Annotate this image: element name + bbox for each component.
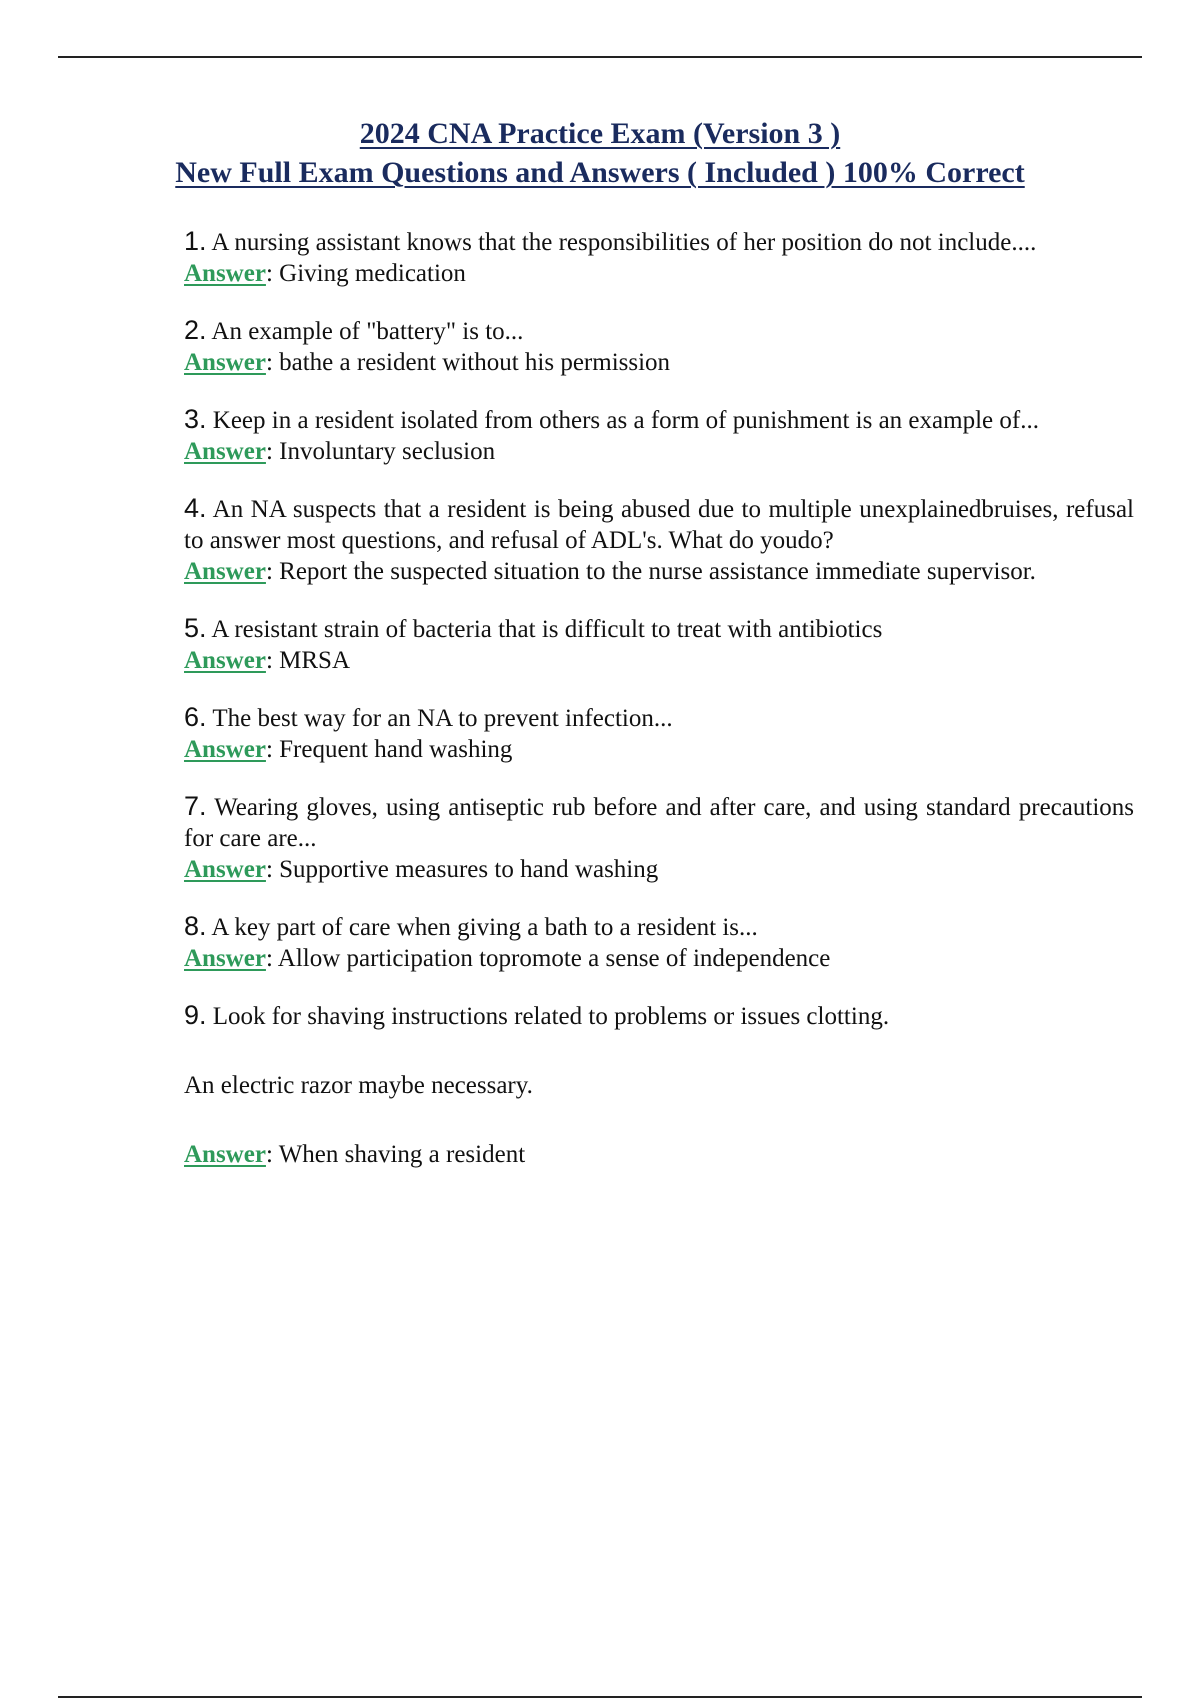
- question-number: 5.: [184, 613, 207, 643]
- question-body: An example of "battery" is to...: [211, 318, 524, 345]
- answer-label: Answer: [184, 856, 266, 883]
- question-item: [184, 315, 1134, 378]
- answer-text: bathe a resident without his permission: [279, 349, 671, 376]
- question-item: [184, 226, 1134, 289]
- question-number: 4.: [184, 493, 207, 523]
- question-body: Keep in a resident isolated from others as a form of punishment is an example of...: [212, 407, 1039, 434]
- question-body: Wearing gloves, using antiseptic rub before and after care, and using standard precautions for care are...: [184, 794, 1134, 852]
- question-number: 1.: [184, 226, 207, 256]
- answer-line: Answer: Involuntary seclusion: [184, 438, 496, 465]
- question-item: [184, 1000, 1134, 1170]
- answer-text: Allow participation topromote a sense of independence: [277, 945, 831, 972]
- answer-line: Answer: Supportive measures to hand washing: [184, 856, 659, 883]
- answer-line: Answer: Frequent hand washing: [184, 736, 513, 763]
- question-text: [184, 911, 1134, 943]
- answer-label: Answer: [184, 1141, 266, 1168]
- document-title: [0, 114, 1200, 192]
- question-number: 8.: [184, 911, 207, 941]
- answer-line: Answer: Giving medication: [184, 260, 466, 287]
- question-item: [184, 404, 1134, 467]
- question-list: [184, 226, 1134, 1196]
- question-item: [184, 493, 1134, 587]
- question-number: 6.: [184, 702, 207, 732]
- question-number: 3.: [184, 404, 207, 434]
- answer-line: Answer: When shaving a resident: [184, 1141, 526, 1168]
- answer-label: Answer: [184, 260, 266, 287]
- answer-text: Involuntary seclusion: [279, 438, 496, 465]
- answer-label: Answer: [184, 945, 266, 972]
- question-item: [184, 791, 1134, 885]
- question-text: [184, 315, 1134, 347]
- question-text: [184, 1000, 1134, 1032]
- question-body: An NA suspects that a resident is being abused due to multiple unexplainedbruises, refusal to answer most questions, and refusal of ADL's. What do youdo?: [184, 496, 1135, 554]
- answer-text: When shaving a resident: [278, 1141, 526, 1168]
- answer-text: MRSA: [279, 647, 351, 674]
- question-text: [184, 226, 1134, 258]
- bottom-rule: [58, 1696, 1142, 1698]
- question-text: [184, 493, 1134, 556]
- question-item: [184, 702, 1134, 765]
- answer-text: Report the suspected situation to the nurse assistance immediate supervisor.: [279, 558, 1036, 585]
- question-body: A key part of care when giving a bath to a resident is...: [211, 914, 758, 941]
- question-body: The best way for an NA to prevent infection...: [212, 705, 673, 732]
- question-number: 9.: [184, 1000, 207, 1030]
- answer-text: Frequent hand washing: [279, 736, 513, 763]
- answer-label: Answer: [184, 349, 266, 376]
- answer-label: Answer: [184, 438, 266, 465]
- answer-label: Answer: [184, 736, 266, 763]
- answer-line: Answer: MRSA: [184, 647, 351, 674]
- title-line-1: 2024 CNA Practice Exam (Version 3 ): [359, 117, 841, 150]
- question-text: [184, 404, 1134, 436]
- question-text: [184, 791, 1134, 854]
- answer-label: Answer: [184, 647, 266, 674]
- question-note: An electric razor maybe necessary.: [184, 1072, 533, 1099]
- question-text: [184, 613, 1134, 645]
- question-body: A resistant strain of bacteria that is difficult to treat with antibiotics: [211, 616, 883, 643]
- answer-line: Answer: Report the suspected situation to the nurse assistance immediate supervisor.: [184, 558, 1036, 585]
- answer-label: Answer: [184, 558, 266, 585]
- answer-line: Answer: Allow participation topromote a sense of independence: [184, 945, 831, 972]
- answer-text: Giving medication: [279, 260, 466, 287]
- question-number: 2.: [184, 315, 207, 345]
- answer-line: Answer: bathe a resident without his permission: [184, 349, 671, 376]
- question-number: 7.: [184, 791, 207, 821]
- question-body: A nursing assistant knows that the responsibilities of her position do not include....: [211, 229, 1037, 256]
- title-line-2: New Full Exam Questions and Answers ( Included ) 100% Correct: [175, 156, 1025, 189]
- question-text: [184, 702, 1134, 734]
- question-item: [184, 613, 1134, 676]
- question-body: Look for shaving instructions related to problems or issues clotting.: [212, 1003, 890, 1030]
- question-item: [184, 911, 1134, 974]
- top-rule: [58, 56, 1142, 58]
- answer-text: Supportive measures to hand washing: [279, 856, 659, 883]
